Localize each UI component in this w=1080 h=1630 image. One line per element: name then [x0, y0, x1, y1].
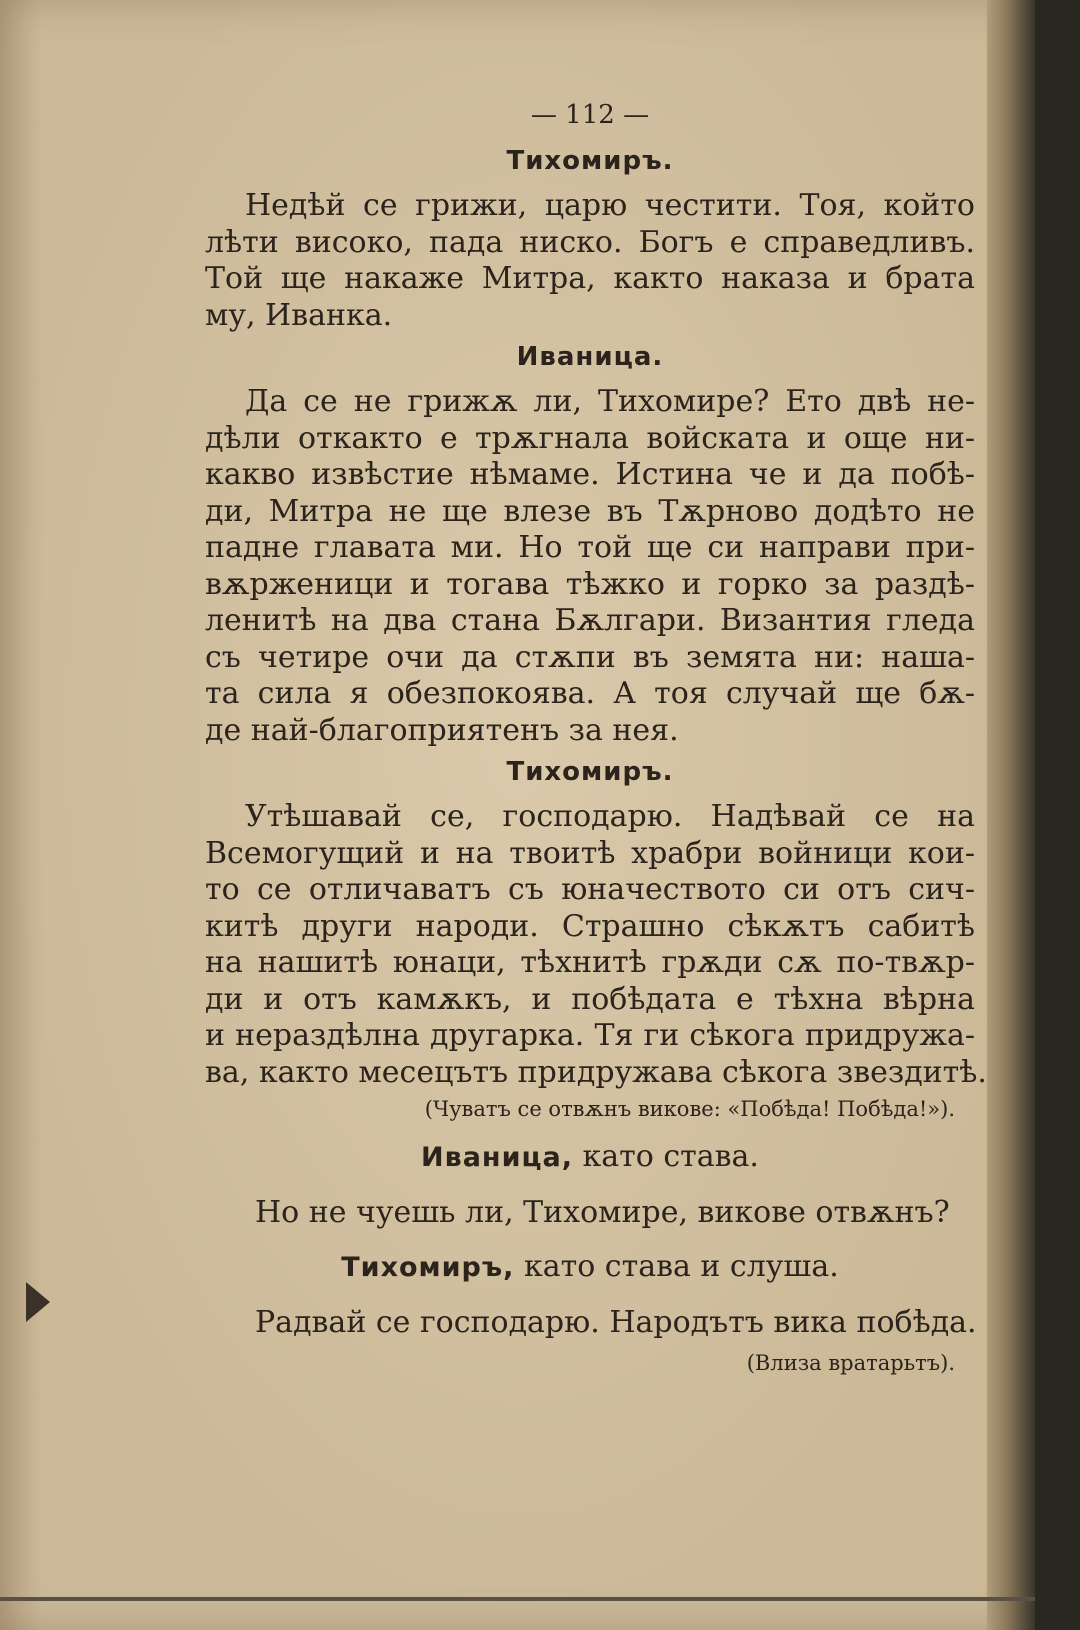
stage-direction: (Чуватъ се отвѫнъ викове: «Побѣда! Побѣда!»). — [424, 1097, 955, 1121]
text-line: падне главата ми. Но той ще си направи при- — [205, 530, 975, 565]
speaker-heading: Тихомиръ. — [506, 757, 674, 787]
text-line: какво извѣстие нѣмаме. Истина че и да побѣ- — [205, 457, 975, 492]
text-line: ди, Митра не ще влезе въ Тѫрново додѣто не — [205, 493, 975, 529]
text-line: и нераздѣлна другарка. Тя ги сѣкога придружа- — [205, 1018, 975, 1053]
text-line: ди и отъ камѫкъ, и побѣдата е тѣхна вѣрна — [205, 981, 975, 1017]
speaker-heading-inline — [205, 1135, 975, 1179]
speaker-name: Иваница, — [421, 1142, 573, 1173]
bottom-rule — [0, 1597, 1035, 1601]
dialogue-paragraph — [205, 799, 987, 1091]
dialogue-line: Но не чуешь ли, Тихомире, викове отвѫнъ? — [255, 1195, 950, 1230]
stage-direction: (Влиза вратарьтъ). — [746, 1351, 955, 1375]
speaker-heading: Иваница. — [516, 342, 664, 372]
dialogue-paragraph — [205, 384, 975, 749]
page-marker-arrow-icon — [26, 1282, 50, 1322]
text-line: китѣ други народи. Страшно сѣкѫтъ сабитѣ — [205, 908, 975, 944]
text-line: Недѣй се грижи, царю честити. Тоя, който — [245, 188, 975, 223]
text-line: та сила я обезпокоява. А тоя случай ще бѫ- — [205, 676, 975, 711]
page-binding-edge — [987, 0, 1035, 1630]
text-line: дѣли откакто е трѫгнала войската и още ни- — [205, 420, 975, 456]
speaker-action: като става. — [582, 1139, 759, 1174]
text-line: вѫрженици и тогава тѣжко и горко за раздѣ- — [205, 566, 975, 602]
text-line: съ четире очи да стѫпи въ земята ни: наша- — [205, 639, 975, 675]
page-text — [205, 98, 987, 1389]
text-line: де най-благоприятенъ за нея. — [205, 712, 679, 748]
speaker-name: Тихомиръ, — [341, 1252, 515, 1283]
text-line: ленитѣ на два стана Бѫлгари. Византия гледа — [205, 603, 975, 638]
speaker-heading-inline — [205, 1245, 975, 1289]
text-line: то се отличаватъ съ юначеството си отъ сич- — [205, 872, 975, 907]
text-line: му, Иванка. — [205, 297, 393, 333]
page-number: — 112 — — [530, 100, 650, 130]
text-line: лѣти високо, пада ниско. Богъ е справедливъ. — [205, 224, 975, 260]
speaker-action: като става и слуша. — [523, 1249, 839, 1284]
text-line: Той ще накаже Митра, както наказа и брата — [205, 261, 975, 296]
dialogue-paragraph — [205, 188, 975, 334]
text-line: Всемогущий и на твоитѣ храбри войници кои- — [205, 835, 975, 871]
text-line: на нашитѣ юнаци, тѣхнитѣ грѫди сѫ по-твѫр- — [205, 945, 975, 980]
dialogue-line: Радвай се господарю. Народътъ вика побѣда. — [255, 1305, 977, 1340]
text-line: Да се не грижѫ ли, Тихомире? Ето двѣ не- — [245, 384, 975, 419]
speaker-heading: Тихомиръ. — [506, 146, 674, 176]
text-line: ва, както месецътъ придружава сѣкога звездитѣ. — [205, 1054, 987, 1090]
text-line: Утѣшавай се, господарю. Надѣвай се на — [245, 799, 975, 834]
